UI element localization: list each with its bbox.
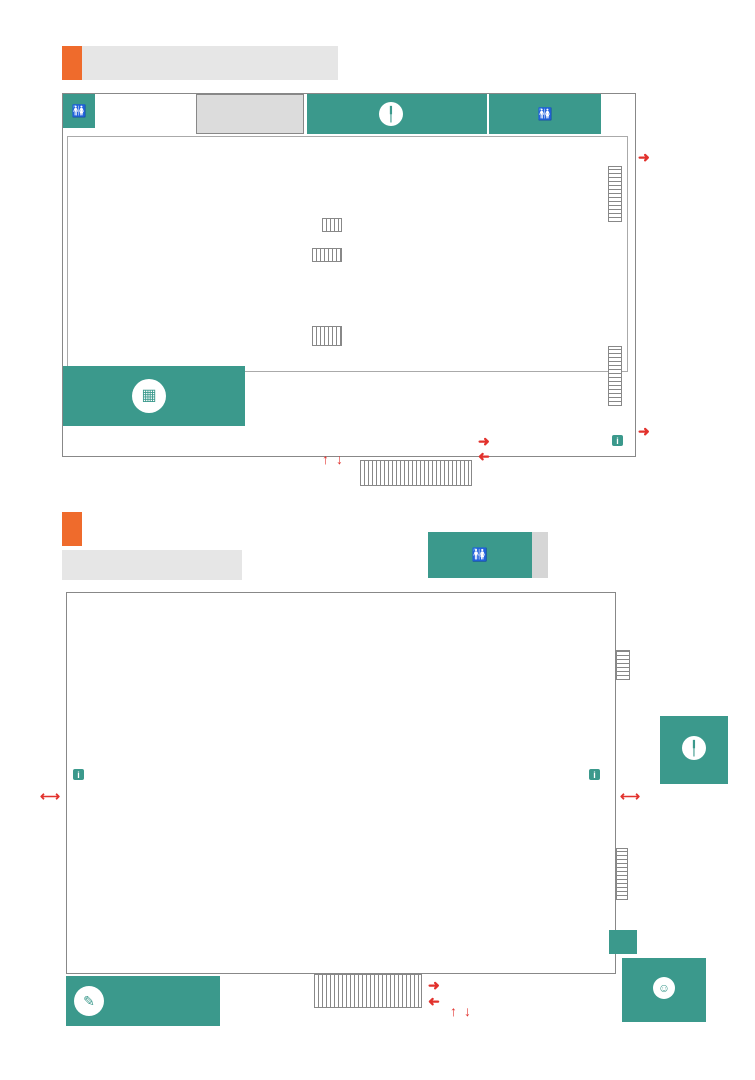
stairs-right-upper	[608, 166, 622, 222]
registration-icon: ✎	[74, 986, 104, 1016]
stairs-mid-b	[312, 248, 342, 262]
hall2-grey-block	[532, 532, 548, 578]
hall2-toilet	[428, 532, 532, 578]
arrow-down-icon: ↓	[336, 451, 343, 467]
toilet-icon: 🚻	[471, 547, 489, 562]
service-center	[609, 930, 637, 954]
meeting-icon: ▦	[132, 379, 166, 413]
hall3-toilet-right	[489, 94, 601, 134]
hall2-header	[62, 512, 82, 546]
freight-elevator	[196, 94, 304, 134]
dining-area	[307, 94, 487, 134]
hall3-category	[82, 46, 338, 80]
activity-area	[660, 716, 728, 784]
arrow-right-icon-h2: ➜	[428, 977, 440, 993]
hall2-tag	[62, 512, 82, 546]
stairs-right-lower	[608, 346, 622, 406]
toilet-icon: 🚻	[537, 107, 553, 121]
hall2-plan	[66, 592, 616, 974]
arrow-lr-icon-right: ⟷	[620, 788, 641, 804]
stairs-hall2-right	[616, 848, 628, 900]
hall2-category	[62, 550, 242, 580]
hall3-toilet-left	[63, 94, 95, 128]
organizer-icon: ☺	[653, 977, 675, 999]
stairs-mid-c	[312, 326, 342, 346]
arrow-left-icon-h2: ➜	[428, 993, 440, 1009]
activity-icon: ╿	[682, 736, 706, 760]
hall3-header	[62, 46, 338, 80]
visitor-registration-center	[66, 976, 220, 1026]
organizer-office	[622, 958, 706, 1022]
hall3-tag	[62, 46, 82, 80]
arrow-lr-icon: ⟷	[40, 788, 61, 804]
exit-arrow-icon: ➜	[638, 149, 650, 165]
entrance-arrow-icon: ➜	[638, 423, 650, 439]
arrow-up-icon: ↑	[322, 451, 329, 467]
stairs-hall2-bottom	[314, 974, 422, 1008]
arrow-up-icon-h2: ↑	[450, 1003, 457, 1019]
dining-icon: ╿	[379, 102, 403, 126]
stairs-mid-a	[322, 218, 342, 232]
info-icon-right: i	[589, 769, 600, 780]
hall3-exhibit-area	[67, 136, 628, 372]
toilet-icon: 🚻	[71, 104, 87, 118]
info-icon: i	[612, 435, 623, 446]
arrow-right-icon: ➜	[478, 433, 490, 449]
stairs-hall3-bottom	[360, 460, 472, 486]
arrow-left-icon: ➜	[478, 448, 490, 464]
stairs-hall2-right-top	[616, 650, 630, 680]
arrow-down-icon-h2: ↓	[464, 1003, 471, 1019]
info-icon-left: i	[73, 769, 84, 780]
meeting-room	[63, 366, 245, 426]
